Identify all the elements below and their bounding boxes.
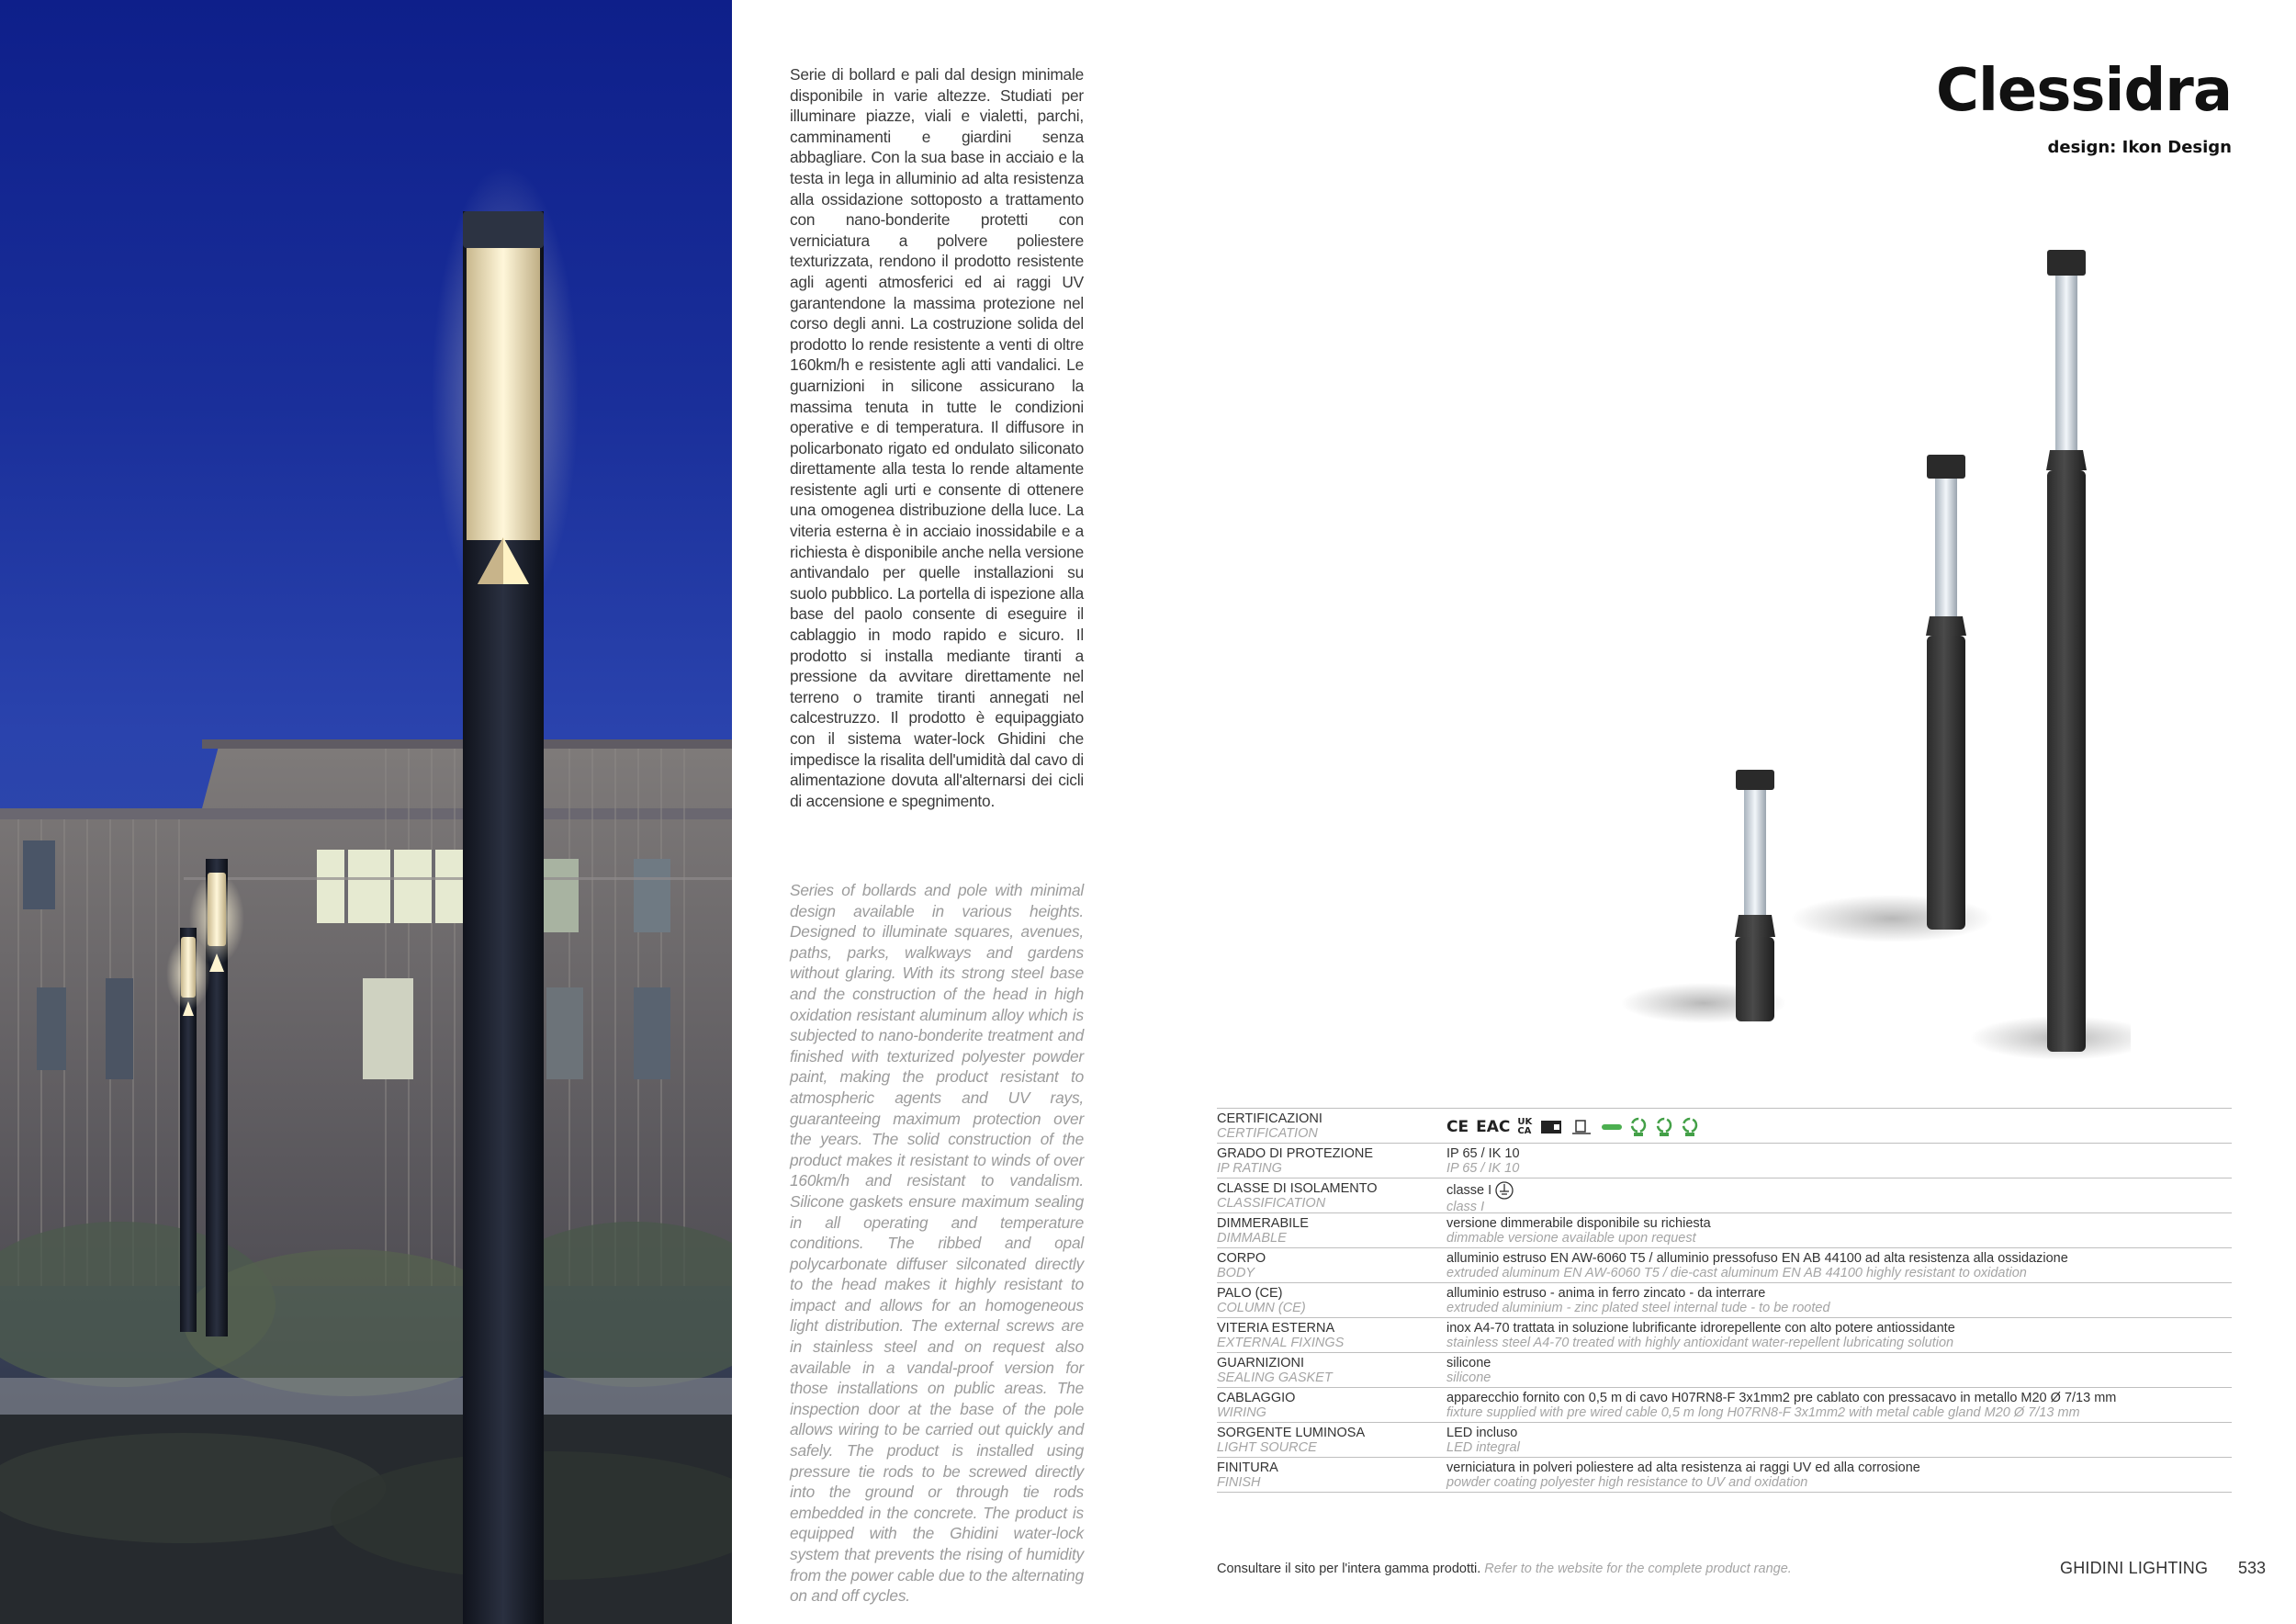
spec-label: SORGENTE LUMINOSA	[1217, 1426, 1366, 1440]
spec-label: GRADO DI PROTEZIONE	[1217, 1146, 1373, 1161]
spec-value-en: IP 65 / IK 10	[1446, 1161, 1520, 1176]
spec-row-dimmable	[1217, 1213, 2232, 1248]
spec-label-en: FINISH	[1217, 1475, 1261, 1490]
spec-value: apparecchio fornito con 0,5 m di cavo H07RN8-F 3x1mm2 pre cablato con pressacavo in metallo M20 Ø 7/13 mm	[1446, 1391, 2117, 1405]
spec-row-classification	[1217, 1179, 2232, 1213]
spec-label: FINITURA	[1217, 1460, 1278, 1475]
spec-row-column	[1217, 1283, 2232, 1318]
spec-label-en: CERTIFICATION	[1217, 1126, 1318, 1141]
spec-value-en: fixture supplied with pre wired cable 0,5 m long H07RN8-F 3x1mm2 with metal cable gland M20 Ø 7/13 mm	[1446, 1405, 2080, 1420]
spec-label: VITERIA ESTERNA	[1217, 1321, 1335, 1336]
spec-label-en: EXTERNAL FIXINGS	[1217, 1336, 1345, 1350]
spec-value: LED incluso	[1446, 1426, 1518, 1440]
spec-label-en: CLASSIFICATION	[1217, 1196, 1326, 1211]
spec-value: alluminio estruso EN AW-6060 T5 / alluminio pressofuso EN AB 44100 ad alta resistenza alla ossidazione	[1446, 1251, 2068, 1266]
recycle-alu-icon	[1655, 1117, 1673, 1137]
spec-row-ip-rating	[1217, 1144, 2232, 1179]
product-title: Clessidra	[1936, 57, 2232, 125]
spec-row-finish	[1217, 1458, 2232, 1493]
spec-label-en: COLUMN (CE)	[1217, 1301, 1306, 1315]
spec-label: DIMMERABILE	[1217, 1216, 1309, 1231]
eac-mark-icon: EAC	[1476, 1117, 1511, 1136]
spec-value: inox A4-70 trattata in soluzione lubrificante idrorepellente con alto potere antiossidante	[1446, 1321, 1955, 1336]
description-italian: Serie di bollard e pali dal design minimale disponibile in varie altezze. Studiati per illuminare piazze, viali e vialetti, parchi, camminamenti e giardini senza abbagliare. Con la sua base in acciaio e la testa in lega in alluminio ad alta resistenza alla ossidazione sottoposto a trattamento con nano-bonderite protetti con verniciatura a polvere poliestere texturizzata, rendono il prodotto resistente agli agenti atmosferici ed ai raggi UV garantendone la massima protezione nel corso degli anni. La costruzione solida del prodotto lo rende resistente a venti di oltre 160km/h e resistente agli atti vandalici. Le guarnizioni in silicone assicurano la massima tenuta in tutte le condizioni operative e di temperatura. Il diffusore in policarbonato rigato ed ondulato siliconato direttamente alla testa lo rende altamente resistente agli urti e consente di ottenere una omogenea distribuzione della luce. La viteria esterna è in acciaio inossidabile e a richiesta è disponibile anche nella versione antivandalo per quelle installazioni su suolo pubblico. La portella di ispezione alla base del paolo consente di eseguire il cablaggio in modo rapido e sicuro. Il prodotto si installa mediante tiranti a pressione da avvitare direttamente nel terreno o tramite tiranti annegati nel calcestruzzo. Il prodotto è equipaggiato con il sistema water-lock Ghidini che impedisce la risalita dell'umidità dal cavo di alimentazione dovuta all'alternarsi dei cicli di accensione e spegnimento.	[790, 65, 1084, 810]
spec-label-en: WIRING	[1217, 1405, 1266, 1420]
hero-photo	[0, 0, 732, 1624]
spec-value-en: silicone	[1446, 1370, 1491, 1385]
spec-row-body	[1217, 1248, 2232, 1283]
spec-label: GUARNIZIONI	[1217, 1356, 1305, 1370]
recycle-pe-icon	[1629, 1117, 1648, 1137]
spec-value-en: dimmable versione available upon request	[1446, 1231, 1696, 1246]
footer-note-en: Refer to the website for the complete product range.	[1484, 1562, 1792, 1576]
spec-value: alluminio estruso - anima in ferro zincato - da interrare	[1446, 1286, 1766, 1301]
spec-row-external-fixings	[1217, 1318, 2232, 1353]
spec-label-en: LIGHT SOURCE	[1217, 1440, 1317, 1455]
spec-value: silicone	[1446, 1356, 1491, 1370]
spec-label-en: BODY	[1217, 1266, 1255, 1280]
product-render	[1616, 239, 2131, 1066]
spec-value-en: powder coating polyester high resistance to UV and oxidation	[1446, 1475, 1808, 1490]
designer-credit: design: Ikon Design	[2047, 138, 2232, 157]
footer-note	[1217, 1562, 1792, 1576]
spec-value: verniciatura in polveri poliestere ad alta resistenza ai raggi UV ed alla corrosione	[1446, 1460, 1920, 1475]
ce-mark-icon: CE	[1446, 1117, 1469, 1136]
spec-label: PALO (CE)	[1217, 1286, 1283, 1301]
spec-table	[1217, 1108, 2232, 1493]
spec-value: versione dimmerabile disponibile su richiesta	[1446, 1216, 1711, 1231]
page-number: 533	[2238, 1559, 2267, 1577]
recycle-alu-icon	[1681, 1117, 1699, 1137]
bollard-small	[1735, 770, 1775, 1021]
recycle-bin-icon	[1569, 1119, 1594, 1135]
pole-tall	[2046, 250, 2087, 1052]
spec-label: CERTIFICAZIONI	[1217, 1111, 1322, 1126]
green-energy-icon	[1602, 1122, 1622, 1132]
spec-label-en: IP RATING	[1217, 1161, 1282, 1176]
brand-name: GHIDINI LIGHTING	[2060, 1559, 2209, 1577]
spec-row-certification	[1217, 1109, 2232, 1144]
description-english: Series of bollards and pole with minimal design available in various heights. Designed to illuminate squares, avenues, paths, parks, walkways and gardens without glaring. With its strong steel base and the construction of the head in high oxidation resistant aluminum alloy which is subjected to nano-bonderite treatment and finished with texturized polyester powder paint, making the product resistant to atmospheric agents and UV rays, guaranteeing maximum protection over the years. The solid construction of the product makes it resistant to winds of over 160km/h and resistant to vandalism. Silicone gaskets ensure maximum sealing in all operating and temperature conditions. The ribbed and opal polycarbonate diffuser silconated directly to the head makes it highly resistant to impact and allows for an homogeneous light distribution. The external screws are in stainless steel and on request also available in a vandal-proof version for those installations on public areas. The inspection door at the base of the pole allows wiring to be carried out quickly and safely. The product is installed using pressure tie rods to be screwed directly into the ground or through tie rods embedded in the concrete. The product is equipped with the Ghidini water-lock system that prevents the rising of humidity from the power cable due to the alternating on and off cycles.	[790, 881, 1084, 1606]
spec-label-en: DIMMABLE	[1217, 1231, 1287, 1246]
certification-icons	[1446, 1111, 2232, 1141]
ground-class-icon	[1495, 1181, 1514, 1200]
spec-value: classe I	[1446, 1183, 1492, 1199]
spec-value-en: extruded aluminium - zinc plated steel internal tude - to be rooted	[1446, 1301, 1830, 1315]
spec-value-en: extruded aluminum EN AW-6060 T5 / die-cast aluminum EN AB 44100 highly resistant to oxidation	[1446, 1266, 2027, 1280]
night-scene-illustration	[0, 0, 732, 1624]
ukca-mark-icon: UK CA	[1517, 1117, 1533, 1136]
spec-value-en: class I	[1446, 1200, 1485, 1214]
spec-value: IP 65 / IK 10	[1446, 1146, 1520, 1161]
spec-row-wiring	[1217, 1388, 2232, 1423]
spec-row-light-source	[1217, 1423, 2232, 1458]
spec-label: CORPO	[1217, 1251, 1266, 1266]
spec-value-en: stainless steel A4-70 treated with highly antioxidant water-repellent lubricating solution	[1446, 1336, 1954, 1350]
d-mark-icon	[1541, 1120, 1561, 1134]
spec-label-en: SEALING GASKET	[1217, 1370, 1333, 1385]
spec-value-en: LED integral	[1446, 1440, 1520, 1455]
pole-medium	[1926, 455, 1966, 930]
spec-label: CLASSE DI ISOLAMENTO	[1217, 1181, 1378, 1196]
footer-note-it: Consultare il sito per l'intera gamma prodotti.	[1217, 1562, 1481, 1576]
spec-row-sealing-gasket	[1217, 1353, 2232, 1388]
spec-label: CABLAGGIO	[1217, 1391, 1296, 1405]
